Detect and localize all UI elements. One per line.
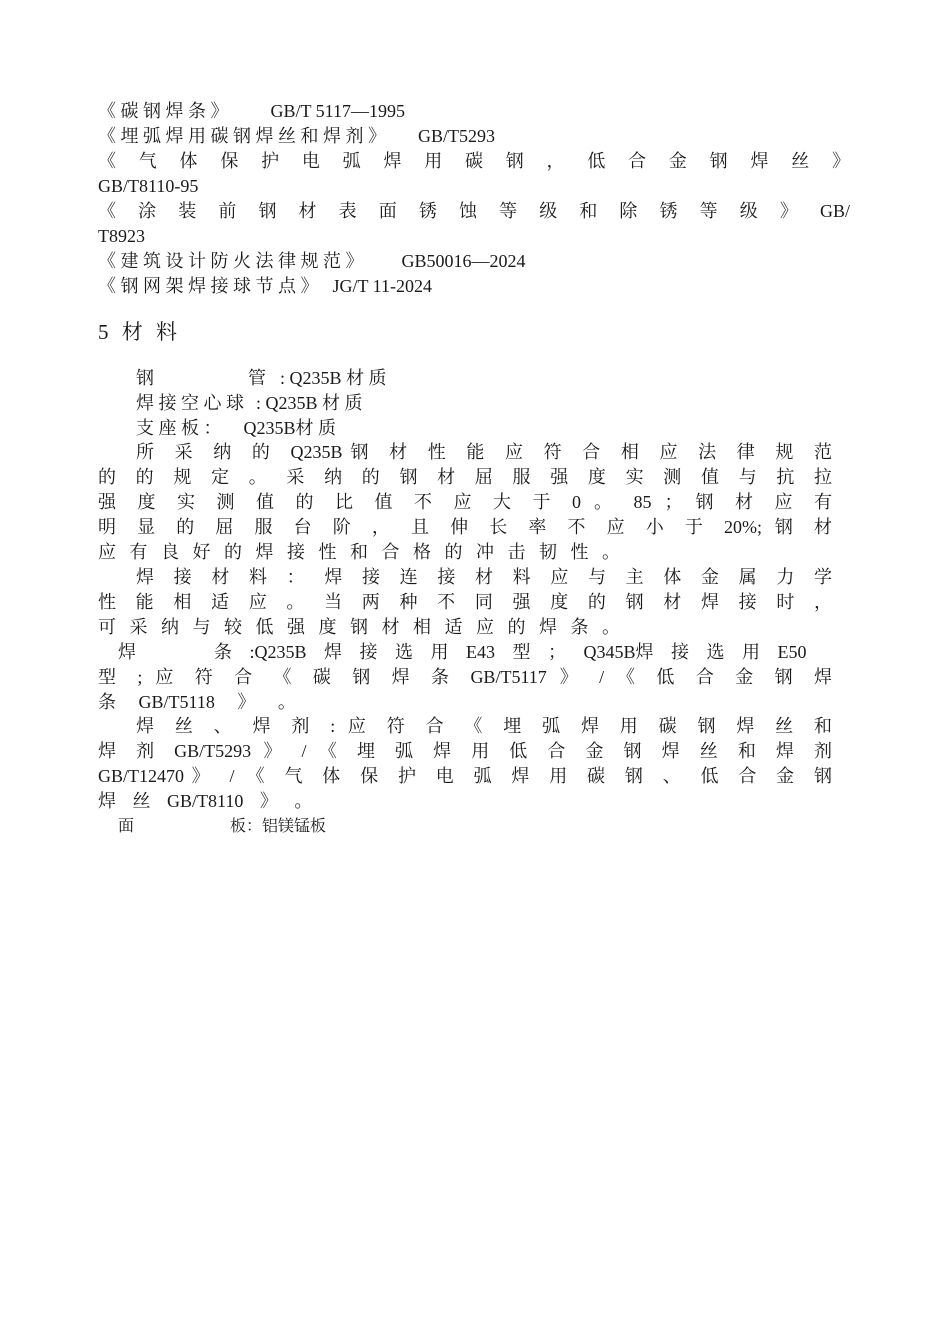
wire-paragraph-line: 焊 丝 GB/T8110 》 。 xyxy=(98,791,313,811)
reference-submerged-arc xyxy=(98,124,850,149)
material-label: 管 xyxy=(248,368,266,388)
steel-paragraph-line: 应 有 良 好 的 焊 接 性 和 合 格 的 冲 击 韧 性 。 xyxy=(98,542,620,562)
reference-gas-shielded-code: GB/T8110-95 xyxy=(98,176,199,196)
electrode-line: 条 GB/T5118 》 。 xyxy=(98,692,296,712)
reference-title: 《 埋 弧 焊 用 碳 钢 焊 丝 和 焊 剂 》 xyxy=(98,126,386,146)
material-face-plate xyxy=(118,814,870,839)
material-label: 钢 xyxy=(136,368,154,388)
reference-title: 《 钢 网 架 焊 接 球 节 点 》 xyxy=(98,276,319,296)
welding-paragraph-line: 焊 接 材 料 ： 焊 接 连 接 材 料 应 与 主 体 金 属 力 学 xyxy=(136,567,832,587)
reference-gas-shielded-title: 《 气 体 保 护 电 弧 焊 用 碳 钢 ， 低 合 金 钢 焊 丝 》 xyxy=(98,151,850,171)
material-hollow-ball xyxy=(136,391,888,416)
reference-carbon-steel-electrode xyxy=(98,99,850,124)
reference-code: JG/T 11-2024 xyxy=(332,276,433,296)
reference-ball-joint xyxy=(98,274,850,299)
welding-paragraph-line: 性 能 相 适 应 。 当 两 种 不 同 强 度 的 钢 材 焊 接 时 ， xyxy=(98,592,832,612)
material-steel-pipe xyxy=(136,366,888,391)
wire-paragraph-line: GB/T12470》 / 《 气 体 保 护 电 弧 焊 用 碳 钢 、 低 合 金 钢 xyxy=(98,766,832,786)
material-label: 焊 接 空 心 球 xyxy=(136,393,244,413)
material-value: : Q235B 材 质 xyxy=(256,393,363,413)
section-title: 5 材 料 xyxy=(98,320,181,344)
reference-code: GB/T5293 xyxy=(418,126,496,146)
reference-rust-grade-code: T8923 xyxy=(98,226,145,246)
steel-paragraph-line: 强 度 实 测 值 的 比 值 不 应 大 于 0 。 85 ； 钢 材 应 有 xyxy=(98,492,832,512)
steel-paragraph-line: 所 采 纳 的 Q235B钢 材 性 能 应 符 合 相 应 法 律 规 范 xyxy=(136,442,832,462)
material-label: 面 xyxy=(118,818,135,835)
reference-title: 《 建 筑 设 计 防 火 法 律 规 范 》 xyxy=(98,251,364,271)
electrode-text: 条 :Q235B 焊 接 选 用 E43 型 ； Q345B焊 接 选 用 E50 xyxy=(214,642,807,662)
material-value: : Q235B 材 质 xyxy=(280,368,387,388)
wire-paragraph-line: 焊 丝 、 焊 剂 : 应 符 合 《 埋 弧 焊 用 碳 钢 焊 丝 和 xyxy=(136,716,832,736)
electrode-label: 焊 xyxy=(118,642,136,662)
reference-rust-grade-title: 《 涂 装 前 钢 材 表 面 锈 蚀 等 级 和 除 锈 等 级 》 GB/ xyxy=(98,201,850,221)
reference-fire-code xyxy=(98,249,850,274)
reference-code: GB50016—2024 xyxy=(401,251,526,271)
electrode-line: 型 ; 应 符 合 《 碳 钢 焊 条 GB/T5117 》 / 《 低 合 金 钢 焊 xyxy=(98,667,832,687)
material-label: 支 座 板 ： xyxy=(136,418,222,438)
wire-paragraph-line: 焊 剂 GB/T5293 》 / 《 埋 弧 焊 用 低 合 金 钢 焊 丝 和 焊 剂 xyxy=(98,741,833,761)
reference-code: GB/T 5117—1995 xyxy=(270,101,406,121)
steel-paragraph-line: 的 的 规 定 。 采 纳 的 钢 材 屈 服 强 度 实 测 值 与 抗 拉 xyxy=(98,467,832,487)
steel-paragraph-line: 明 显 的 屈 服 台 阶 ， 且 伸 长 率 不 应 小 于 20%; 钢 材 xyxy=(98,517,832,537)
welding-paragraph-line: 可 采 纳 与 较 低 强 度 钢 材 相 适 应 的 焊 条 。 xyxy=(98,617,620,637)
material-support-plate xyxy=(136,416,888,441)
electrode-line xyxy=(118,640,870,665)
material-value: Q235B材 质 xyxy=(243,418,337,438)
reference-title: 《 碳 钢 焊 条 》 xyxy=(98,101,229,121)
material-value: 板：铝镁锰板 xyxy=(230,818,327,835)
